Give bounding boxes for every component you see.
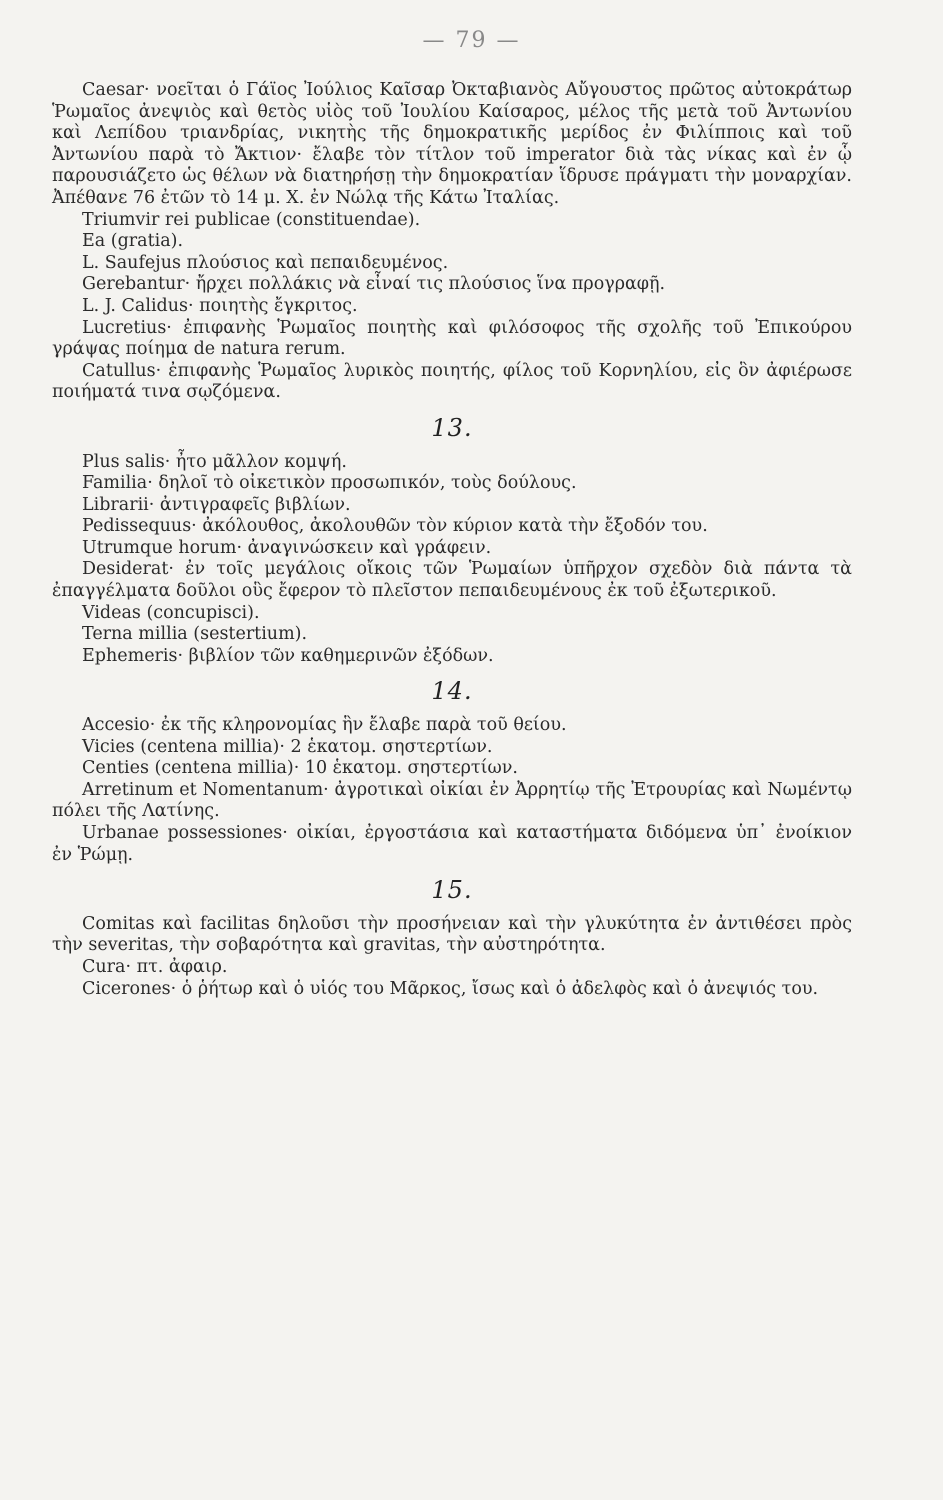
section-15 xyxy=(52,876,852,1000)
note-triumvir: Triumvir rei publicae (constituendae). xyxy=(82,209,421,230)
note-caesar: Caesar· νοεῖται ὁ Γάϊος Ἰούλιος Καῖσαρ Ὀκταβιανὸς Αὔγουστος πρῶτος αὐτοκράτωρ Ῥωμαῖος ἀνεψιὸς καὶ θετὸς υἱὸς τοῦ Ἰουλίου Καίσαρος, μέλος τῆς μετὰ τοῦ Ἀντωνίου καὶ Λεπίδου τριανδρίας, νικητὴς τῆς δημοκρατικῆς μερίδος ἐν Φιλίπποις καὶ τοῦ Ἀντωνίου παρὰ τὸ Ἄκτιον· ἔλαβε τὸν τίτλον τοῦ imperator διὰ τὰς νίκας καὶ ἐν ᾧ παρουσιάζετο ὡς θέλων νὰ διατηρήσῃ τὴν δημοκρατίαν ἵδρυσε πράγματι τὴν μοναρχίαν. Ἀπέθανε 76 ἐτῶν τὸ 14 μ. Χ. ἐν Νώλᾳ τῆς Κάτω Ἰταλίας. xyxy=(52,80,852,208)
note-videas: Videas (concupisci). xyxy=(82,602,260,623)
section-heading-15: 15. xyxy=(431,876,473,905)
note-ea: Ea (gratia). xyxy=(82,231,184,252)
section-heading-14: 14. xyxy=(431,677,473,706)
note-calidus: L. J. Calidus· ποιητὴς ἔγκριτος. xyxy=(82,295,358,316)
note-desiderat: Desiderat· ἐν τοῖς μεγάλοις οἴκοις τῶν Ῥωμαίων ὑπῆρχον σχεδὸν διὰ πάντα τὰ ἐπαγγέλματα δοῦλοι οὓς ἔφερον τὸ πλεῖστον πεπαιδευμένους ἐκ τοῦ ἐξωτερικοῦ. xyxy=(52,559,852,602)
note-arretinum: Arretinum et Nomentanum· ἀγροτικαὶ οἰκίαι ἐν Ἀρρητίῳ τῆς Ἐτρουρίας καὶ Νωμέντῳ πόλει τῆς Λατίνης. xyxy=(52,779,852,822)
section-13 xyxy=(52,413,852,668)
note-ephemeris: Ephemeris· βιβλίον τῶν καθημερινῶν ἐξόδων. xyxy=(82,645,494,666)
note-utrumque: Utrumque horum· ἀναγινώσκειν καὶ γράφειν. xyxy=(82,537,492,558)
note-cicerones: Cicerones· ὁ ῥήτωρ καὶ ὁ υἱός του Μᾶρκος, ἴσως καὶ ὁ ἀδελφὸς καὶ ὁ ἀνεψιός του. xyxy=(82,978,819,999)
page-content xyxy=(52,80,852,1000)
note-familia: Familia· δηλοῖ τὸ οἰκετικὸν προσωπικόν, τοὺς δούλους. xyxy=(82,473,577,494)
page-number: — 79 — xyxy=(422,28,521,53)
note-centies: Centies (centena millia)· 10 ἑκατομ. σηστερτίων. xyxy=(82,758,518,779)
note-cura: Cura· πτ. ἀφαιρ. xyxy=(82,956,228,977)
section-14 xyxy=(52,677,852,866)
note-lucretius: Lucretius· ἐπιφανὴς Ῥωμαῖος ποιητὴς καὶ φιλόσοφος τῆς σχολῆς τοῦ Ἐπικούρου γράψας ποίημα de natura rerum. xyxy=(52,317,852,360)
section-intro xyxy=(52,80,852,404)
note-plus-salis: Plus salis· ἦτο μᾶλλον κομψή. xyxy=(82,451,347,472)
note-pedissequus: Pedissequus· ἀκόλουθος, ἀκολουθῶν τὸν κύριον κατὰ τὴν ἔξοδόν του. xyxy=(82,516,708,537)
note-terna-millia: Terna millia (sestertium). xyxy=(82,624,308,645)
note-urbanae: Urbanae possessiones· οἰκίαι, ἐργοστάσια καὶ καταστήματα διδόμενα ὑπ᾽ ἐνοίκιον ἐν Ῥώμῃ. xyxy=(52,823,852,865)
note-gerebantur: Gerebantur· ἤρχει πολλάκις νὰ εἶναί τις πλούσιος ἵνα προγραφῇ. xyxy=(82,274,666,295)
section-heading-13: 13. xyxy=(431,413,473,442)
note-catullus: Catullus· ἐπιφανὴς Ῥωμαῖος λυρικὸς ποιητής, φίλος τοῦ Κορνηλίου, εἰς ὃν ἀφιέρωσε ποιήματά τινα σῳζόμενα. xyxy=(52,360,852,403)
note-vicies: Vicies (centena millia)· 2 ἑκατομ. σηστερτίων. xyxy=(82,736,493,757)
note-comitas: Comitas καὶ facilitas δηλοῦσι τὴν προσήνειαν καὶ τὴν γλυκύτητα ἐν ἀντιθέσει πρὸς τὴν severitas, τὴν σοβαρότητα καὶ gravitas, τὴν αὐστηρότητα. xyxy=(52,913,852,956)
note-librarii: Librarii· ἀντιγραφεῖς βιβλίων. xyxy=(82,494,351,515)
note-accesio: Accesio· ἐκ τῆς κληρονομίας ἣν ἔλαβε παρὰ τοῦ θείου. xyxy=(82,715,567,736)
note-saufejus: L. Saufejus πλούσιος καὶ πεπαιδευμένος. xyxy=(82,252,449,273)
